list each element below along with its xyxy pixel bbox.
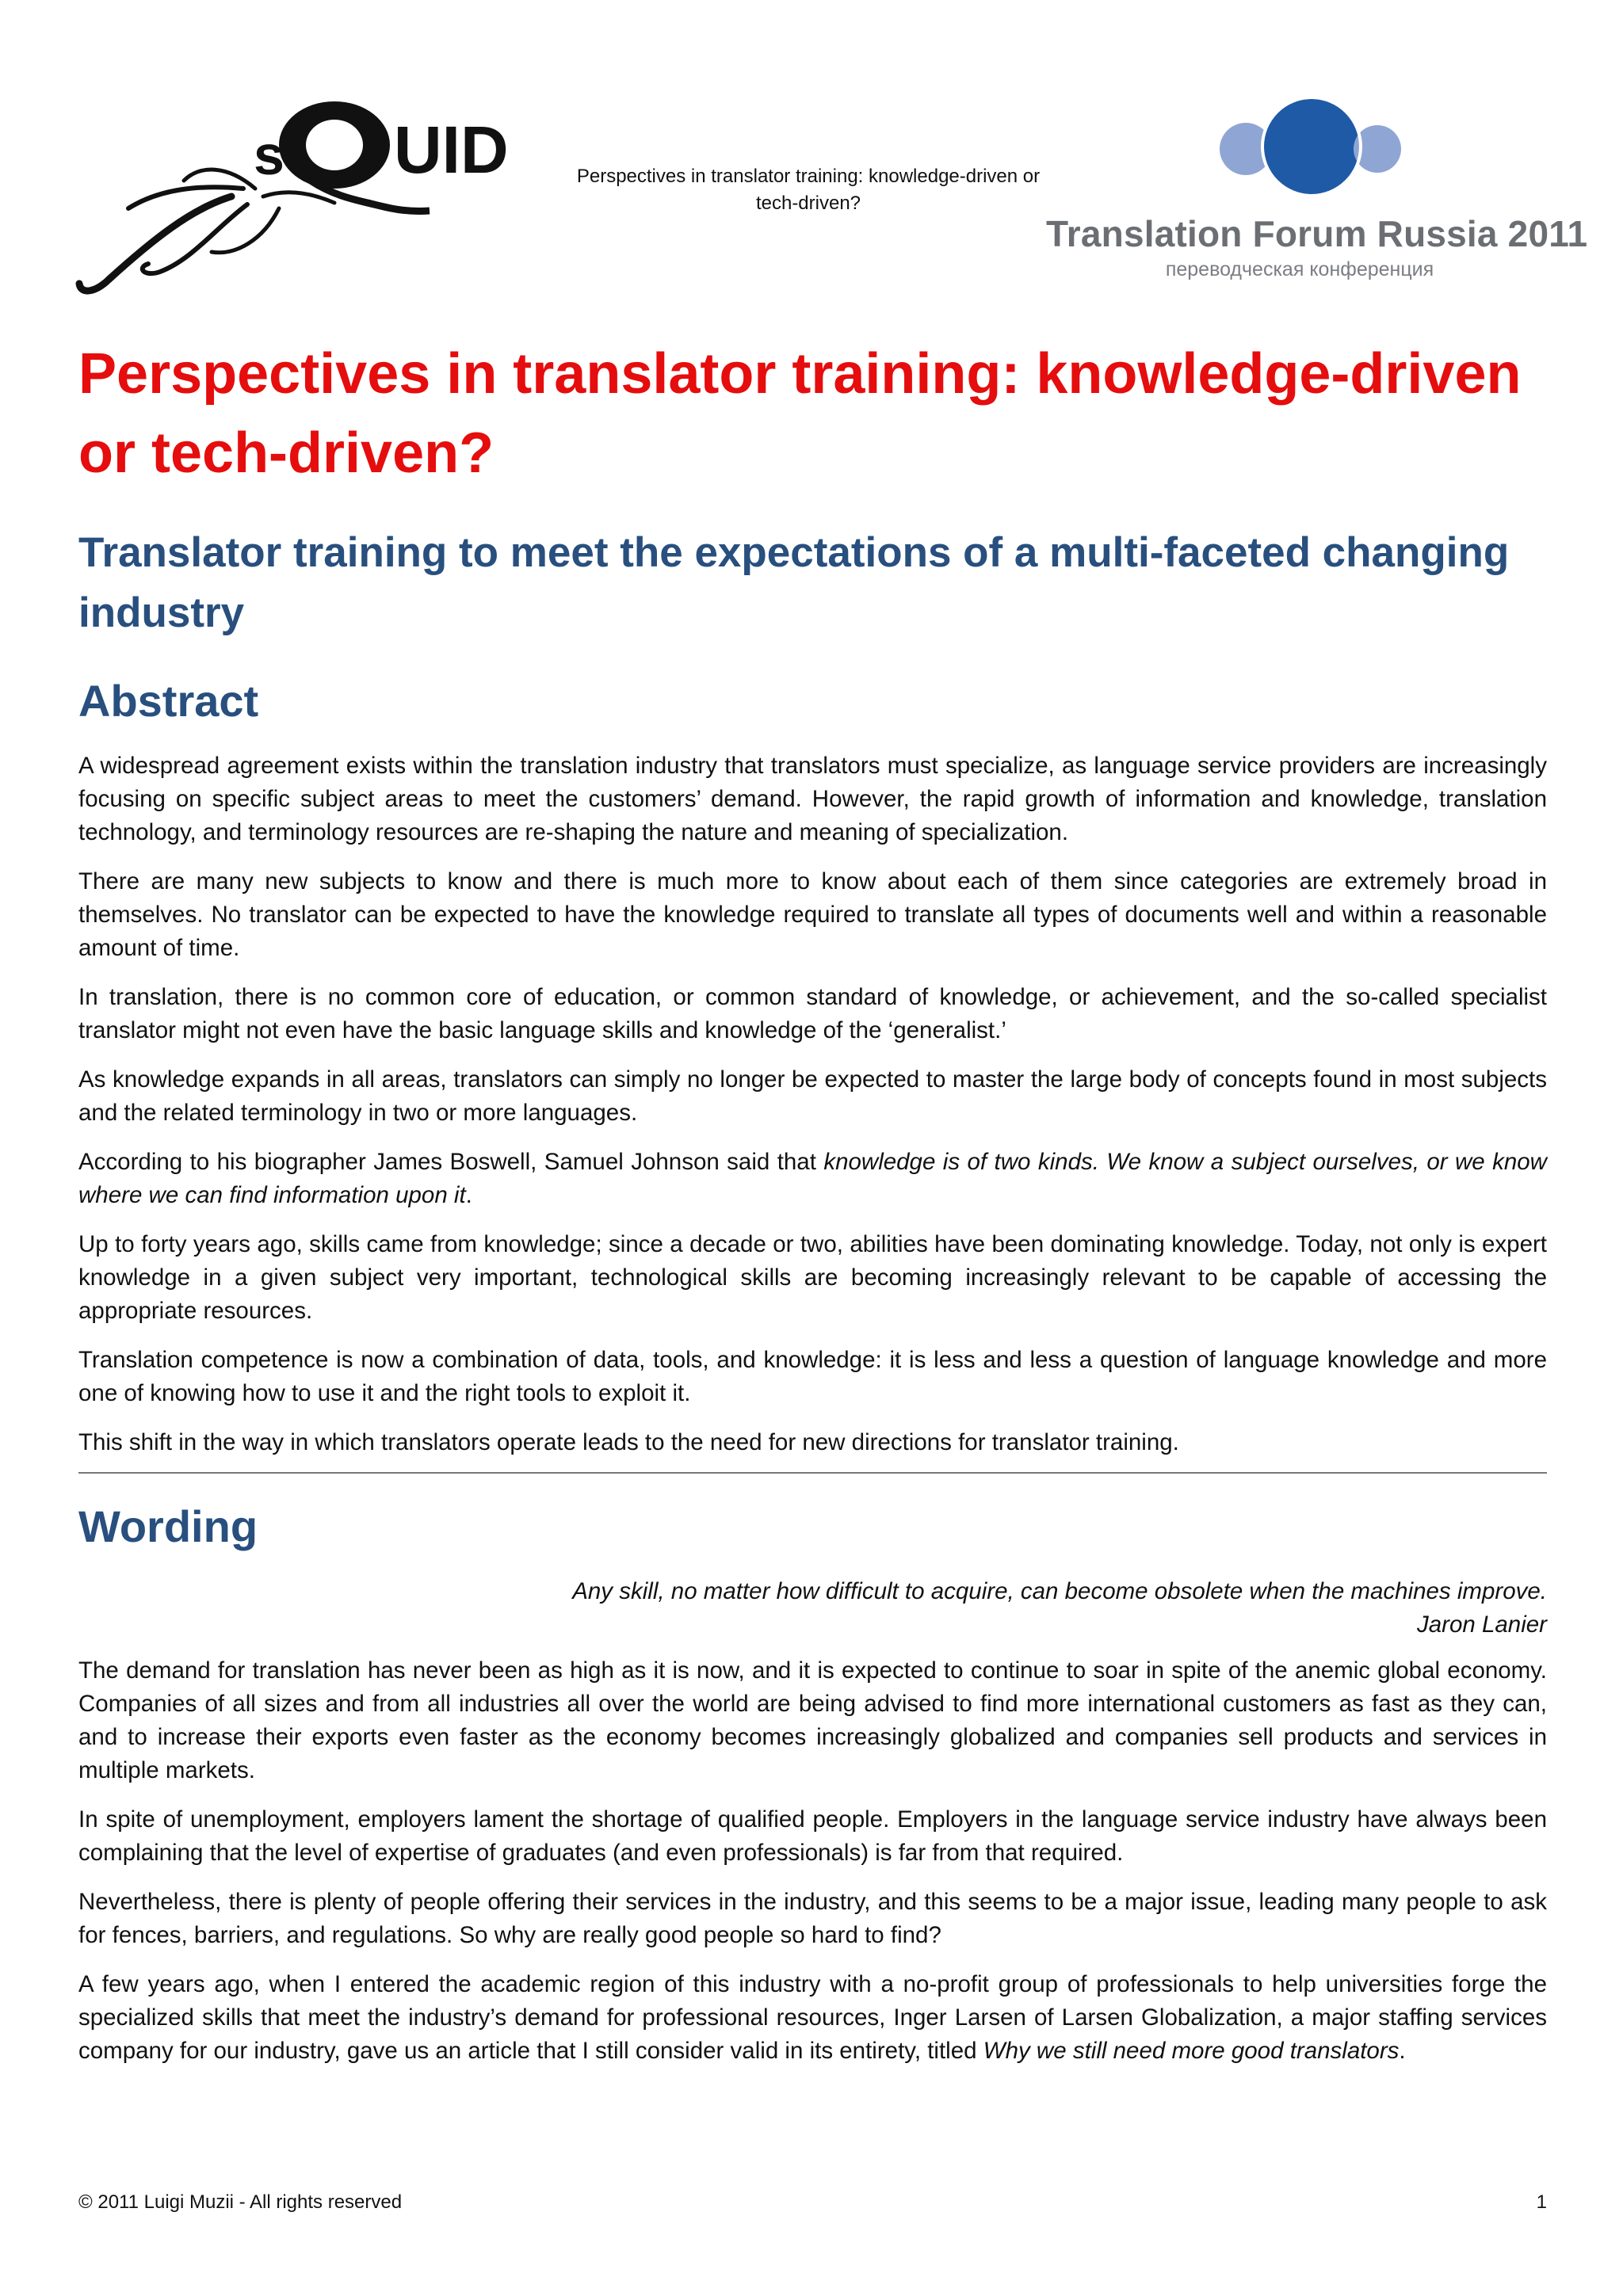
translation-forum-name: Translation Forum Russia 2011 xyxy=(1046,213,1588,254)
translation-forum-subtitle: переводческая конференция xyxy=(1165,258,1434,280)
abstract-paragraph-7: Translation competence is now a combination of data, tools, and knowledge: it is less and less a question of language knowledge and more one of knowing how to use it and the right tools to exploit it. xyxy=(78,1347,1547,1406)
svg-text:s: s xyxy=(254,124,285,186)
translation-forum-logo xyxy=(1046,93,1588,292)
epigraph-text: Any skill, no matter how difficult to acquire, can become obsolete when the machines improve. xyxy=(572,1578,1547,1604)
squid-logo-text: UID xyxy=(394,113,509,187)
wording-paragraph-3: Nevertheless, there is plenty of people offering their services in the industry, and this seems to be a major issue, leading many people to ask for fences, barriers, and regulations. So why are really good people so hard to find? xyxy=(78,1889,1547,1948)
page-subtitle: Translator training to meet the expectations of a multi-faceted changing industry xyxy=(78,529,1510,636)
running-header-title: Perspectives in translator training: knowledge-driven or tech-driven? xyxy=(576,166,1041,214)
abstract-paragraph-8: This shift in the way in which translators operate leads to the need for new directions for translator training. xyxy=(78,1429,1179,1455)
main-content xyxy=(78,334,1547,2084)
wording-paragraph-1: The demand for translation has never been as high as it is now, and it is expected to continue to soar in spite of the anemic global economy. Companies of all sizes and from all industries all over the world are being advised to find more international customers as fast as they can, and to increase their exports even faster as the economy becomes increasingly globalized and companies sell products and services in multiple markets. xyxy=(78,1657,1547,1783)
epigraph-author: Jaron Lanier xyxy=(1417,1611,1547,1638)
abstract-paragraph-6: Up to forty years ago, skills came from knowledge; since a decade or two, abilities have been dominating knowledge. Today, not only is expert knowledge in a given subject very important, technological skills are becoming increasingly relevant to be capable of accessing the appropriate resources. xyxy=(78,1231,1547,1324)
page-title: Perspectives in translator training: knowledge-driven or tech-driven? xyxy=(78,342,1522,485)
epigraph xyxy=(78,1575,1547,1642)
wording-paragraph-4 xyxy=(78,1968,1547,2068)
abstract-paragraph-5 xyxy=(78,1146,1547,1212)
text-run: A few years ago, when I entered the academic region of this industry with a no-profit group of professionals to help universities forge the specialized skills that meet the industry’s demand for professional resources, Inger Larsen of Larsen Globalization, a major staffing services company for our industry, gave us an article that I still consider valid in its entirety, titled xyxy=(78,1971,1547,2064)
abstract-paragraph-2: There are many new subjects to know and there is much more to know about each of them since categories are extremely broad in themselves. No translator can be expected to have the knowledge required to translate all types of documents well and within a reasonable amount of time. xyxy=(78,868,1547,961)
abstract-paragraph-1: A widespread agreement exists within the translation industry that translators must specialize, as language service providers are increasingly focusing on specific subject areas to meet the customers’ demand. However, the rapid growth of information and knowledge, translation technology, and terminology resources are re-shaping the nature and meaning of specialization. xyxy=(78,753,1547,845)
footer-page-number: 1 xyxy=(1536,2191,1547,2213)
abstract-paragraph-4: As knowledge expands in all areas, translators can simply no longer be expected to master the large body of concepts found in most subjects and the related terminology in two or more languages. xyxy=(78,1066,1547,1126)
text-run: According to his biographer James Boswell, Samuel Johnson said that xyxy=(78,1149,824,1175)
section-divider xyxy=(78,1472,1547,1474)
wording-heading: Wording xyxy=(78,1501,258,1551)
abstract-paragraph-3: In translation, there is no common core of education, or common standard of knowledge, or achievement, and the so-called specialist translator might not even have the basic language skills and knowledge of the ‘generalist.’ xyxy=(78,984,1547,1043)
circles-icon xyxy=(1212,97,1411,200)
wording-paragraph-2: In spite of unemployment, employers lament the shortage of qualified people. Employers in the language service industry have always been complaining that the level of expertise of graduates (and even professionals) is far from that required. xyxy=(78,1806,1547,1866)
johnson-quote: knowledge is of two kinds. We know a subject ourselves, or we know where we can find information upon it xyxy=(78,1149,1547,1208)
abstract-heading: Abstract xyxy=(78,676,259,726)
text-run: . xyxy=(465,1182,472,1208)
text-run: . xyxy=(1399,2038,1406,2064)
squid-logo xyxy=(73,70,564,307)
footer-copyright: © 2011 Luigi Muzii - All rights reserved xyxy=(78,2191,403,2213)
article-title: Why we still need more good translators xyxy=(983,2038,1400,2064)
